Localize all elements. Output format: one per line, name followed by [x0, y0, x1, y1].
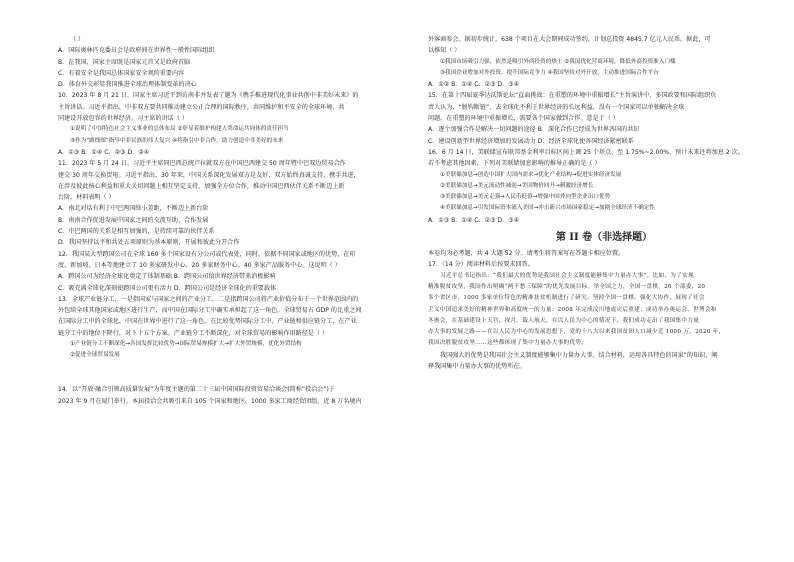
- text-line: 外包给全球其他国家或地区进行生产，而中国在国际分工中确实承担起了这一角色。全球贸易占 GDP 的比重之间: [58, 307, 362, 315]
- text-line: 若不考虑其他因素，下列对美联储加息影响的推导正确的是（ ）: [428, 160, 601, 168]
- text-line: 同建设开放包容的世界经济。习主席的讲话（ ）: [58, 115, 188, 123]
- text-line: ①美联储加息→创造中国扩大国内需求→优化产业结构→促进实体经济发展: [440, 171, 622, 178]
- text-line: 台阶。材料表明（ ）: [58, 194, 115, 202]
- text-line: 精准脱贫攻坚，我国作出明确“两不愁三保障”的优先发展目标。举全国之力，全国一盘棋，26 个部委，20: [428, 283, 706, 290]
- text-line: D．体育外交彰显我国推进全球治理体制变革的决心: [58, 81, 197, 89]
- text-line: 11．2023 年 5 月 24 日，习近平主席同巴西总统卢拉就双方在中国巴西建交 50 周年暨中巴双边贸易合作: [58, 160, 346, 168]
- text-line: ③美联储加息→美元走强→人民币贬值→增强中国外向型企业出口优势: [440, 194, 611, 201]
- text-line: 我国强大的优势是我国社会主义制度能够集中力量办大事。结合材料，运用各具特色的国家”的知识，阐: [440, 351, 718, 359]
- text-line: A．跨国公司为经济全球化奠定了体制基础 B．跨国公司给世界经济带来消极影响: [58, 273, 276, 281]
- section-title: 第 II 卷（非选择题）: [555, 232, 653, 244]
- text-line: 以推知（ ）: [428, 47, 461, 55]
- text-line: A．逐个加强合作是解决一切问题的途径 B．深化合作已经成为世界各国的共识: [428, 126, 640, 134]
- text-line: ②美联储加息→美元流动性减弱→美国物价回升→刺激经济增长: [440, 182, 594, 189]
- text-line: ③作为“路线图”指导中非民族的伟大复兴 ④将指引中非合作，助力创造中非美好的未来: [70, 137, 284, 144]
- text-line: 10．2023 年 8 月 21 日，国家主席习近平到访南非并发表了题为《携手推进现代化事业共创中非美好未来》的: [58, 92, 359, 100]
- text-line: ①产业链分工不断深化→各国发挥比较优势→国际贸易规模扩大→扩大外贸规模，优化外贸结构: [70, 341, 302, 348]
- text-line: 度、新加坡、日本等地建立了 10 多家研发中心、20 多家财务中心、40 多家产品服务中心。这说明（ ）: [58, 261, 341, 269]
- text-line: 我国决胜脱贫攻坚……这些都体现了集中力量办大事的优势。: [428, 340, 588, 347]
- text-line: C．建设创新型世界经济增加的发展动力 D．经济全球化使各国经济紧密联系: [428, 137, 634, 145]
- text-line: 主旨讲话。习近平指出，中非双方要共同推动建立公正合理的国际秩序，共同维护和平安全的全球环境，共: [58, 103, 345, 111]
- text-line: 建交 30 周年交换贺电。习近平指出，30 年来，中国关系深化发展双方是友好，双方始终真诚支持，携手共进，: [58, 171, 360, 179]
- text-line: 12．我国某大型跨国公司在全球 160 多个国家设有分公司或代表处，同时，依据不同国家或地区的优势，在印: [58, 250, 356, 258]
- text-line: [58, 362, 410, 373]
- text-line: [58, 373, 410, 384]
- text-line: 释我国集中力量办大事的优势所在。: [428, 363, 526, 371]
- text-line: ①说明了中国特色社会主义事业的总体布局 ②彰显着维护构建人类命运共同体的责任担当: [70, 126, 289, 133]
- text-line: ④美联储加息→引发国际资本流入美国→冲击新兴市场国家稳定→加剧全球经济不确定性: [440, 205, 655, 212]
- text-line: 16．6 月 14 日，美联储宣布联邦基金利率目标区间上调 25 个基点，至 1.75%~2.00%，预计未来还将加息 2 次。: [428, 148, 744, 156]
- text-line: A．国际奥林匹克委员会是政府间在世界性一般性国际组织: [58, 47, 215, 55]
- text-line: A．①② B．①④ C．②③ D．③④: [428, 81, 520, 89]
- text-line: B．南南合作促进发展中国家之间的交流互助、合作发展: [58, 216, 209, 224]
- text-line: C．有着安全是我国总体国家安全观的重要内容: [58, 69, 185, 77]
- text-line: 链分工中的地位下降行，对下十五个方案。产业链分工不断深化，对全球贸易的影响作用路径是（ ）: [58, 329, 329, 337]
- text-line: 外客商参会。据初步统计，638 个项目在大会期间成功签约，计划总投资 4845.7 亿元人民币。据此，可: [428, 36, 711, 43]
- text-line: 主义中国追求美好的精神世界和高度统一的力量：2008 年完成汶川地震灾后重建；成功举办奥运会、世博会和: [428, 306, 717, 313]
- text-line: （ ）: [70, 36, 85, 43]
- text-line: 责人认为，“脱钩断链”、去全球化不利于世界经济的长远利益，没有一个国家可以单独解决全球: [428, 103, 685, 111]
- text-line: ②促进全球贸易发展: [70, 352, 120, 359]
- text-line: 2023 年 9 月在厦门举行。本届投洽会共吸引来自 105 个国家和地区，1000 多家工商经贸团组、近 8 万名境内: [58, 397, 362, 405]
- text-line: 在涉及彼此核心利益和重大关切问题上相互坚定支持，加强全方位合作，推动中国巴西伙伴关系不断迈上新: [58, 182, 345, 190]
- text-line: 13．全球产业链分工，一是指国家与国家之间的产业分工，二是指跨国公司将产业价值分布于一个世界范围内的: [58, 295, 359, 303]
- left-column: [58, 34, 410, 407]
- text-line: 多个省区市，1000 多家单位特色的精准扶贫机制进行了研究。坚持全国一盘棋，强化大协作，展现了社会: [428, 295, 705, 302]
- text-line: 问题。在重塑的环境中重振增长，需要各个国家做到合作。意是于（ ）: [428, 115, 619, 123]
- text-line: 17．（14 分）阅读材料后按要求回答。: [428, 261, 534, 269]
- text-line: 本卷均为必考题，共 4 大题 52 分。请考生将答案写在答题卡相应位置。: [428, 250, 625, 258]
- text-line: A．①③ B．①④ C．②③ D．③④: [428, 216, 520, 224]
- text-line: C．吸充满全球化深刻使跨国公司更有活力 D．跨国公司是经济全球化的重要载体: [58, 284, 277, 292]
- text-line: 习近平总书记指出：“我们最大的优势是我国社会主义制度能够集中力量办大事”。比如，为了实现: [440, 272, 694, 279]
- text-line: A．南北对话有利于中巴两国缔小差距，不断迈上新台阶: [58, 205, 209, 213]
- text-line: 冬奥会，在基础建设上天宫、探月、载人航天，在以人民为中心的情况下，我们成功走出了我国集中力量: [428, 317, 700, 324]
- text-line: A．①③ B．①④ C．②③ D．②④: [58, 148, 150, 156]
- text-line: ③我国企业增加对外投资，提升国际竞争力 ④我国坚持对外开放，主动推进国际合作平台: [440, 69, 659, 76]
- right-column: [428, 34, 780, 372]
- text-line: B．在我国，国家主席既是国家元首又是政府首脑: [58, 58, 191, 66]
- text-line: C．中巴两国的关系是相互加强的，是持续可靠的伙伴关系: [58, 228, 215, 236]
- text-line: ①我国市场吸引力强，依然是吸引外商投资的热土 ②我国优化营商环境，降低外商投资准入门槛: [440, 58, 676, 65]
- text-line: 15．在第十四届夏季达沃斯论坛“直面挑战：在重塑的环境中重振增长”主旨演讲中，多国政要和国际组织负: [428, 92, 717, 100]
- text-line: 办大事的发展之路——在以人民为中心的发展思想下，党的十八大以来我国贫困人口减少近 1000 万。2020 年，: [428, 329, 725, 336]
- text-line: D．我国坚持以平和共处五项原则为基本原则，开展和彼此分开合作: [58, 239, 240, 247]
- text-line: 14．以“开放·融合引领高质量发展”为年度主题的第二十三届中国国际投资贸易洽谈会(简称“投洽会”)于: [58, 386, 335, 394]
- text-line: 在国际分工中的全球化，中国在世界中进行了这一角色。在比较优势国际分工中，产业链和供应链分工，在产业: [58, 318, 357, 326]
